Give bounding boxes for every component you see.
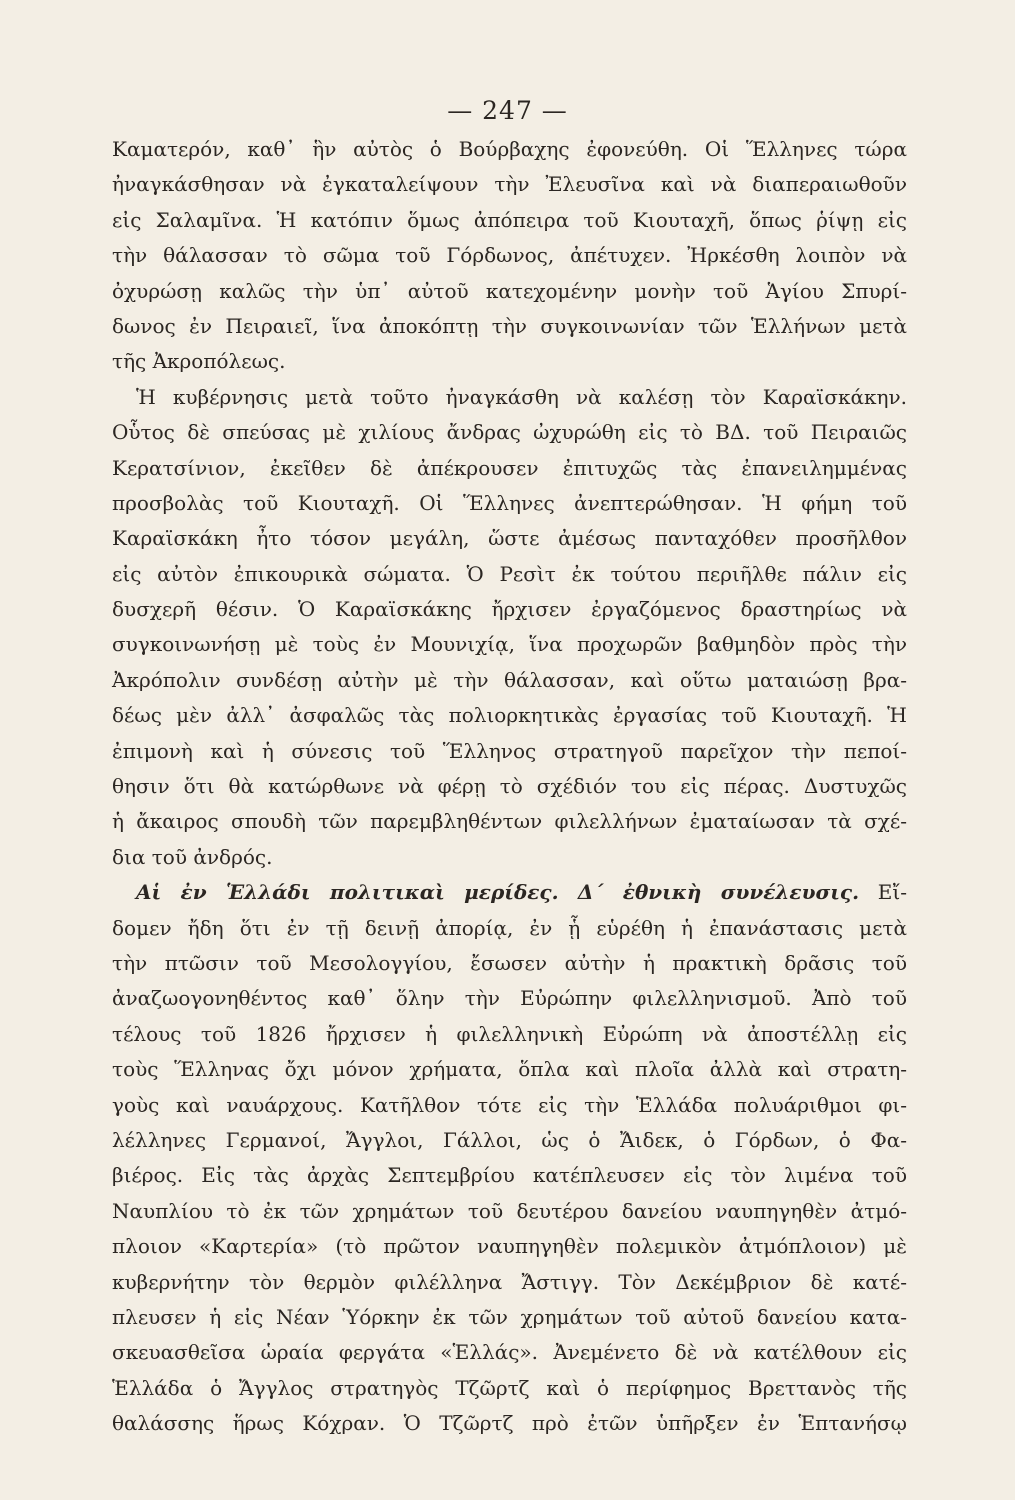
section-heading: Αἱ ἐν Ἑλλάδι πολιτικαὶ μερίδες. Δ΄ ἐθνικὴ συνέλευσις. (136, 880, 860, 905)
text-line: πλευσεν ἡ εἰς Νέαν Ὑόρκην ἐκ τῶν χρημάτων τοῦ αὐτοῦ δανείου κατα- (112, 1304, 907, 1329)
text-line: κυβερνήτην τὸν θερμὸν φιλέλληνα Ἄστιγγ. Τὸν Δεκέμβριον δὲ κατέ- (112, 1269, 907, 1294)
text-line: προσβολὰς τοῦ Κιουταχῆ. Οἱ Ἕλληνες ἀνεπτερώθησαν. Ἡ φήμη τοῦ (112, 490, 907, 515)
text-line: δέως μὲν ἀλλ᾽ ἀσφαλῶς τὰς πολιορκητικὰς ἐργασίας τοῦ Κιουταχῆ. Ἡ (112, 703, 907, 728)
text-line: Καματερόν, καθ᾽ ἣν αὐτὸς ὁ Βούρβαχης ἐφονεύθη. Οἱ Ἕλληνες τώρα (112, 137, 907, 161)
text-line: Ἑλλάδα ὁ Ἄγγλος στρατηγὸς Τζῶρτζ καὶ ὁ περίφημος Βρεττανὸς τῆς (112, 1375, 907, 1400)
text-line: Ἡ κυβέρνησις μετὰ τοῦτο ἠναγκάσθη νὰ καλέσῃ τὸν Καραϊσκάκην. (136, 384, 907, 409)
text-line: δυσχερῆ θέσιν. Ὁ Καραϊσκάκης ἤρχισεν ἐργαζόμενος δραστηρίως νὰ (112, 597, 907, 622)
text-line: θησιν ὅτι θὰ κατώρθωνε νὰ φέρῃ τὸ σχέδιόν του εἰς πέρας. Δυστυχῶς (112, 774, 907, 799)
text-line: εἰς Σαλαμῖνα. Ἡ κατόπιν ὅμως ἀπόπειρα τοῦ Κιουταχῆ, ὅπως ῥίψῃ εἰς (112, 207, 907, 232)
text-line: δομεν ἤδη ὅτι ἐν τῇ δεινῇ ἀπορίᾳ, ἐν ᾗ εὑρέθη ἡ ἐπανάστασις μετὰ (112, 915, 907, 940)
text-line: Κερατσίνιον, ἐκεῖθεν δὲ ἀπέκρουσεν ἐπιτυχῶς τὰς ἐπανειλημμένας (112, 455, 907, 480)
text-line: εἰς αὐτὸν ἐπικουρικὰ σώματα. Ὁ Ρεσὶτ ἐκ τούτου περιῆλθε πάλιν εἰς (112, 561, 907, 586)
text-line: Ἀκρόπολιν συνδέσῃ αὐτὴν μὲ τὴν θάλασσαν, καὶ οὕτω ματαιώσῃ βρα- (112, 667, 907, 692)
heading-tail: Εἴ- (877, 880, 907, 905)
text-line: δωνος ἐν Πειραιεῖ, ἵνα ἀποκόπτῃ τὴν συγκοινωνίαν τῶν Ἑλλήνων μετὰ (112, 313, 907, 338)
text-line: Οὗτος δὲ σπεύσας μὲ χιλίους ἄνδρας ὠχυρώθη εἰς τὸ ΒΔ. τοῦ Πειραιῶς (112, 420, 907, 445)
text-line: τοὺς Ἕλληνας ὄχι μόνον χρήματα, ὅπλα καὶ πλοῖα ἀλλὰ καὶ στρατη- (112, 1057, 907, 1082)
text-line: ὀχυρώσῃ καλῶς τὴν ὑπ᾽ αὐτοῦ κατεχομένην μονὴν τοῦ Ἁγίου Σπυρί- (112, 278, 907, 303)
text-line: λέλληνες Γερμανοί, Ἄγγλοι, Γάλλοι, ὡς ὁ Ἄιδεκ, ὁ Γόρδων, ὁ Φα- (112, 1127, 907, 1152)
text-line: Ναυπλίου τὸ ἐκ τῶν χρημάτων τοῦ δευτέρου δανείου ναυπηγηθὲν ἀτμό- (112, 1198, 907, 1223)
page-number: — 247 — (447, 96, 568, 125)
text-line: Καραϊσκάκη ἦτο τόσον μεγάλη, ὥστε ἀμέσως πανταχόθεν προσῆλθον (112, 526, 907, 551)
body-text (112, 132, 907, 1441)
text-line: τὴν θάλασσαν τὸ σῶμα τοῦ Γόρδωνος, ἀπέτυχεν. Ἠρκέσθη λοιπὸν νὰ (112, 243, 907, 268)
text-line: ἠναγκάσθησαν νὰ ἐγκαταλείψουν τὴν Ἐλευσῖνα καὶ νὰ διαπεραιωθοῦν (112, 172, 907, 197)
text-line: ἡ ἄκαιρος σπουδὴ τῶν παρεμβληθέντων φιλελλήνων ἐματαίωσαν τὰ σχέ- (112, 809, 907, 834)
text-line: ἐπιμονὴ καὶ ἡ σύνεσις τοῦ Ἕλληνος στρατηγοῦ παρεῖχον τὴν πεποί- (112, 738, 907, 763)
text-line: γοὺς καὶ ναυάρχους. Κατῆλθον τότε εἰς τὴν Ἑλλάδα πολυάριθμοι φι- (112, 1092, 907, 1117)
text-line: τῆς Ἀκροπόλεως. (112, 349, 286, 374)
text-line: βιέρος. Εἰς τὰς ἀρχὰς Σεπτεμβρίου κατέπλευσεν εἰς τὸν λιμένα τοῦ (112, 1163, 907, 1188)
text-line: ἀναζωογονηθέντος καθ᾽ ὅλην τὴν Εὐρώπην φιλελληνισμοῦ. Ἀπὸ τοῦ (112, 986, 907, 1011)
text-line: τέλους τοῦ 1826 ἤρχισεν ἡ φιλελληνικὴ Εὐρώπη νὰ ἀποστέλλῃ εἰς (112, 1021, 907, 1046)
text-line: θαλάσσης ἥρως Κόχραν. Ὁ Τζῶρτζ πρὸ ἐτῶν ὑπῆρξεν ἐν Ἑπτανήσῳ (112, 1411, 907, 1436)
text-line: σκευασθεῖσα ὡραία φεργάτα «Ἑλλάς». Ἀνεμένετο δὲ νὰ κατέλθουν εἰς (112, 1340, 907, 1365)
text-line: τὴν πτῶσιν τοῦ Μεσολογγίου, ἔσωσεν αὐτὴν ἡ πρακτικὴ δρᾶσις τοῦ (112, 950, 907, 975)
text-line: πλοιον «Καρτερία» (τὸ πρῶτον ναυπηγηθὲν πολεμικὸν ἀτμόπλοιον) μὲ (112, 1234, 907, 1259)
section-heading-line (112, 875, 907, 910)
text-line: δια τοῦ ἀνδρός. (112, 844, 273, 869)
text-line: συγκοινωνήσῃ μὲ τοὺς ἐν Μουνιχίᾳ, ἵνα προχωρῶν βαθμηδὸν πρὸς τὴν (112, 632, 907, 657)
